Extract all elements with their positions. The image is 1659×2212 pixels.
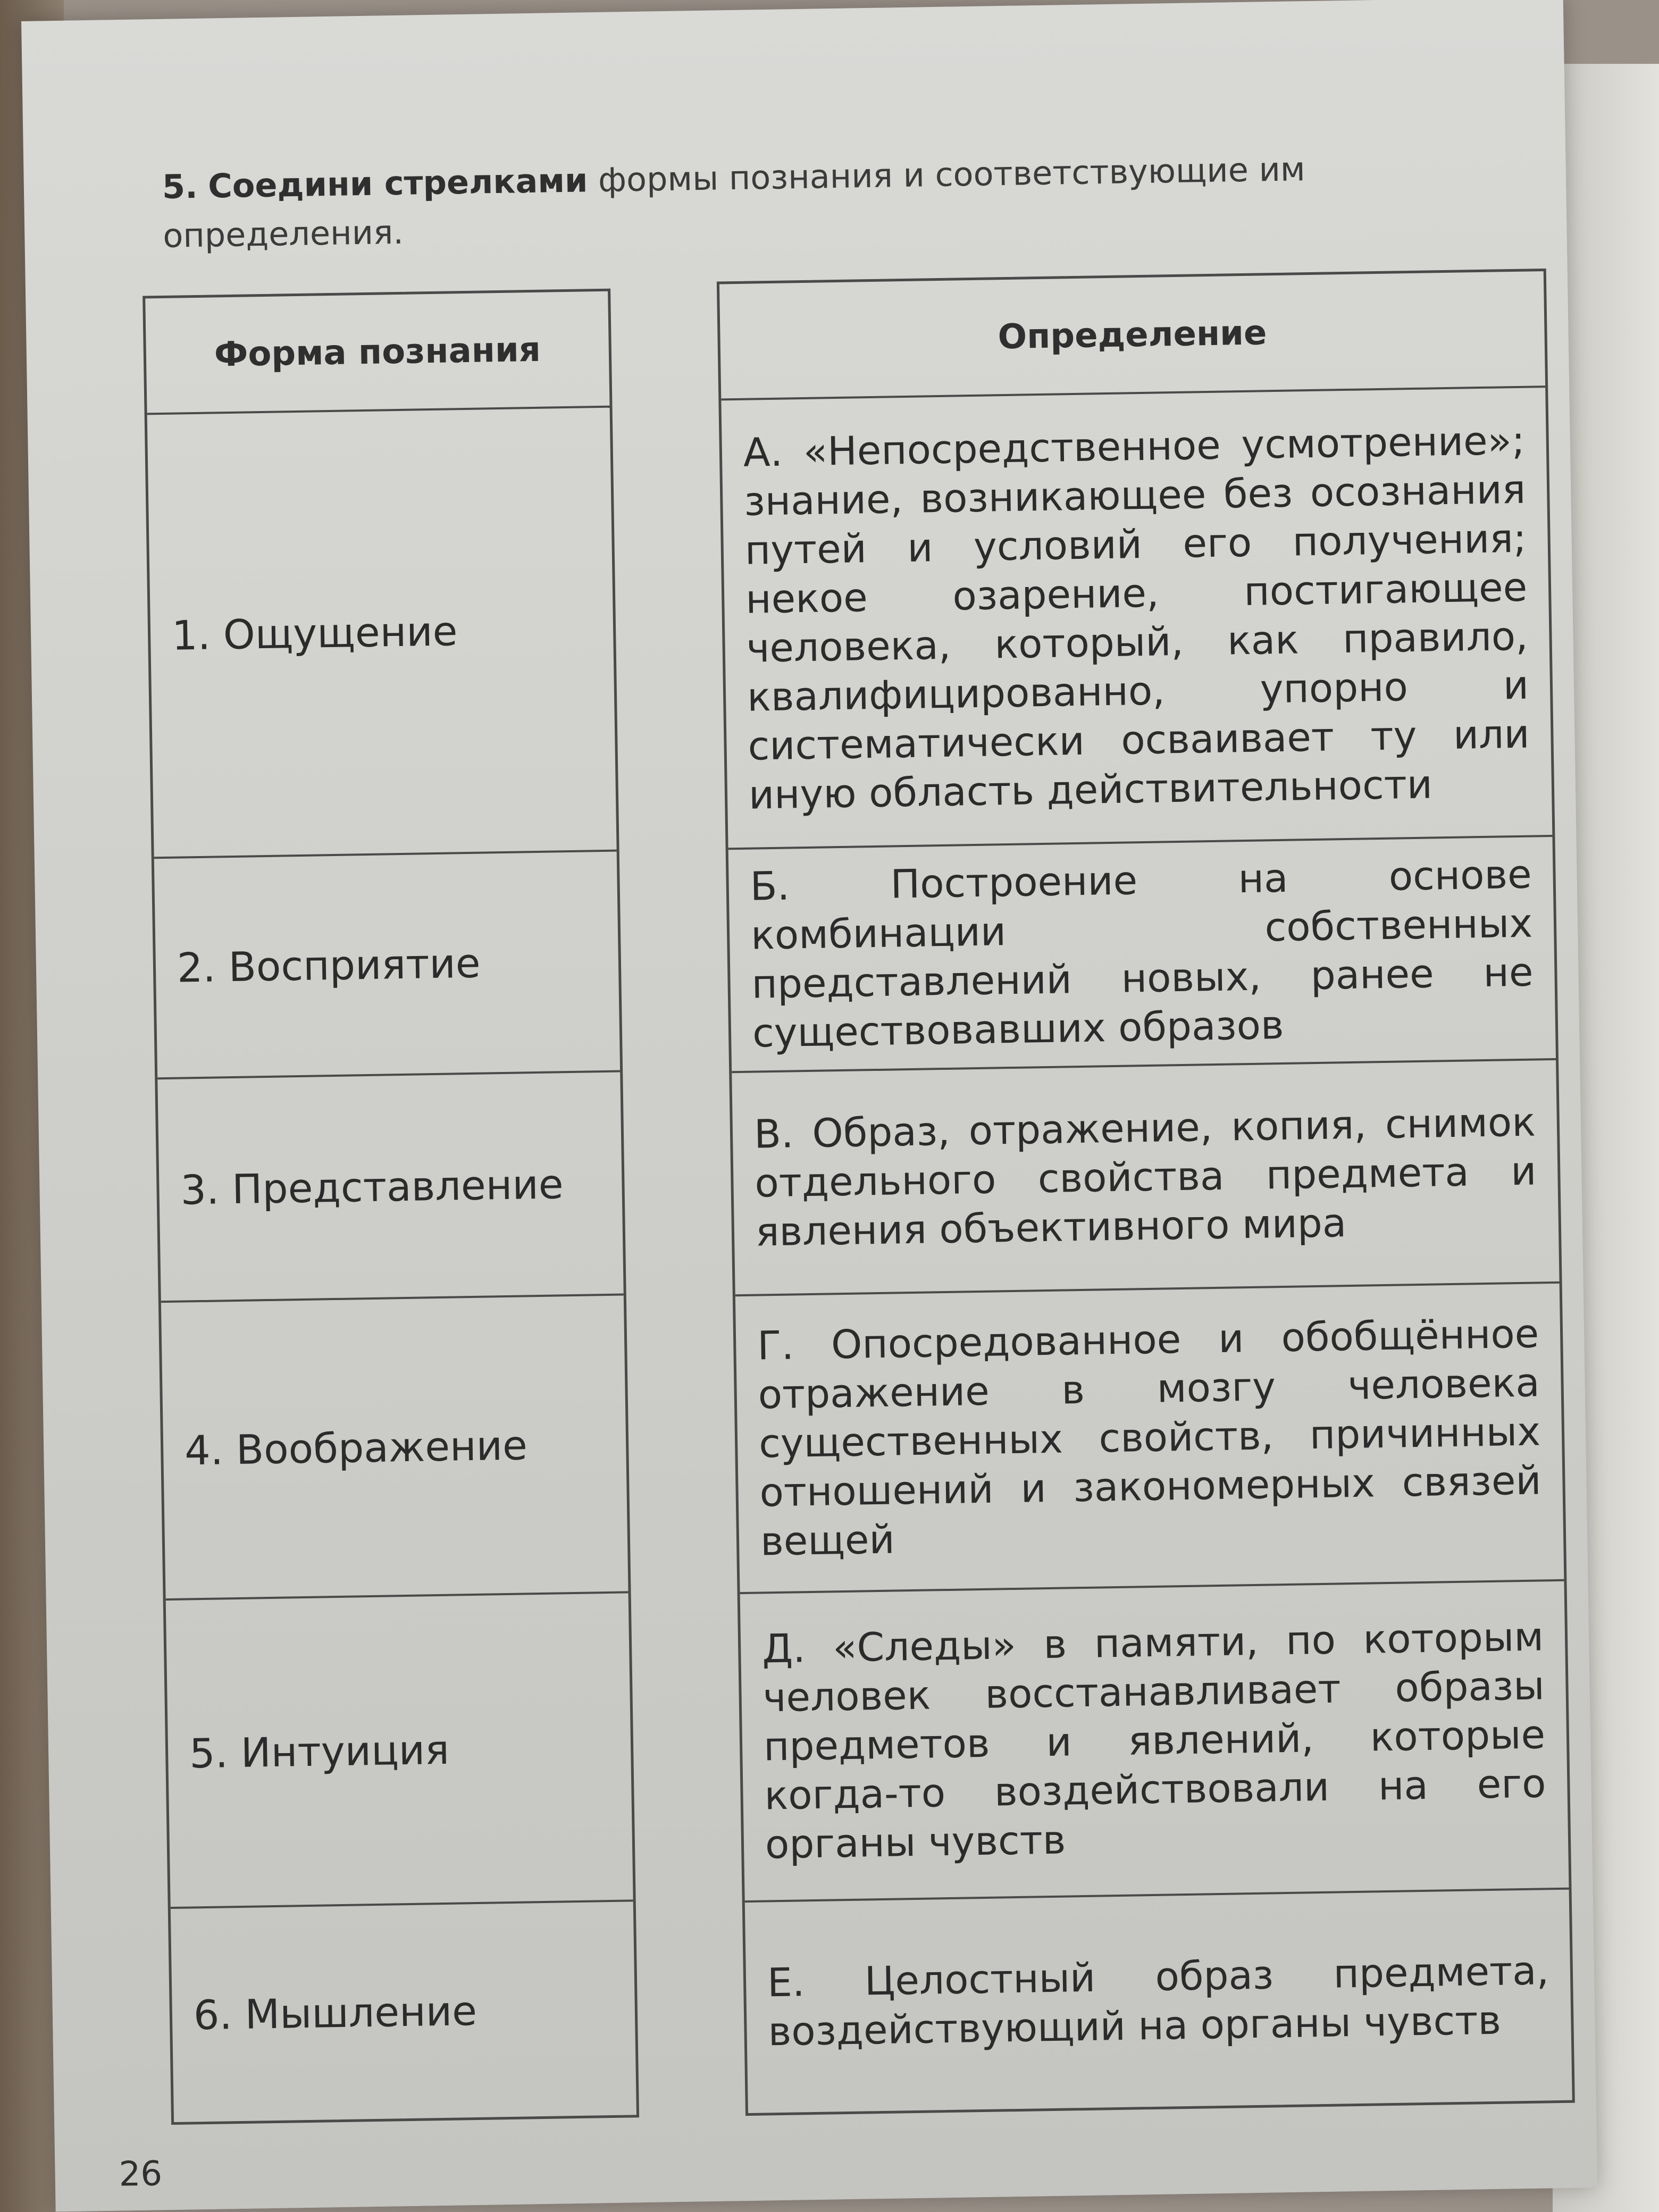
form-row-4[interactable]: 4. Воображение [161, 1294, 629, 1599]
task-number: 5. [162, 166, 198, 206]
definition-row-v[interactable]: В. Образ, отражение, копия, снимок отдельного свойства предмета и явления объективного мира [732, 1058, 1559, 1294]
form-row-3[interactable]: 3. Представление [157, 1070, 623, 1301]
page-number: 26 [119, 2154, 163, 2194]
definition-row-d[interactable]: Д. «Следы» в памяти, по которым человек восстанавливает образы предметов и явлений, которые когда-то воздействовали на его органы чувств [740, 1579, 1569, 1900]
definition-row-b[interactable]: Б. Построение на основе комбинации собственных представлений новых, ранее не существовавших образов [728, 835, 1556, 1071]
definitions-table [717, 269, 1575, 2116]
form-row-1[interactable]: 1. Ощущение [147, 406, 617, 857]
task-text-line1: формы познания и соответствующие им [598, 149, 1306, 199]
forms-table [143, 289, 639, 2125]
form-row-5[interactable]: 5. Интуиция [166, 1591, 633, 1907]
definition-row-g[interactable]: Г. Опосредованное и обобщённое отражение в мозгу человека существенных свойств, причинных отношений и закономерных связей вещей [735, 1281, 1564, 1592]
form-row-2[interactable]: 2. Восприятие [154, 850, 620, 1078]
definition-row-a[interactable]: А. «Непосредственное усмотрение»; знание, возникающее без осознания путей и условий его получения; некое озарение, постигающее человека, который, как правило, квалифицированно, упорно и систематически осваивает ту или иную область действительности [721, 386, 1552, 848]
definition-row-e[interactable]: Е. Целостный образ предмета, воздействующий на органы чувств [745, 1888, 1572, 2113]
definitions-table-header: Определение [998, 313, 1267, 357]
form-row-6[interactable]: 6. Мышление [171, 1899, 636, 2122]
task-bold-text: Соедини стрелками [207, 161, 588, 206]
task-text-line2: определения. [162, 212, 404, 255]
task-instruction [162, 141, 1535, 261]
workbook-page [21, 0, 1597, 2211]
forms-table-header: Форма познания [214, 330, 541, 374]
